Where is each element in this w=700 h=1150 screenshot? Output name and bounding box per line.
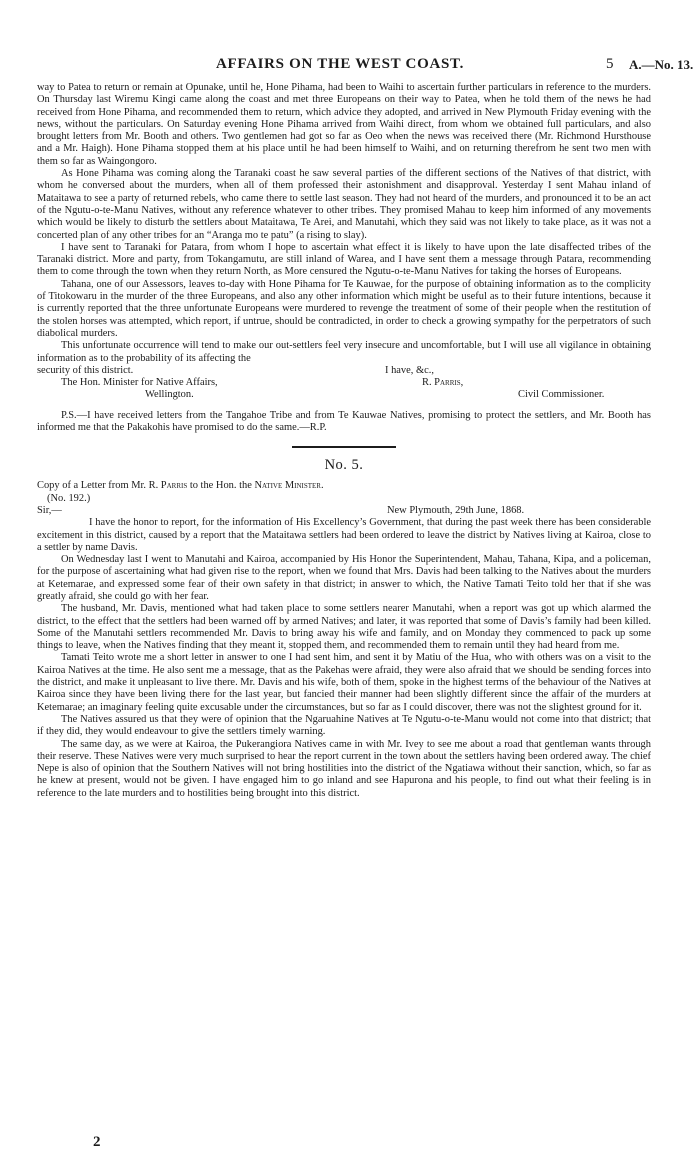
closing-line-left: security of this district. [37,364,134,376]
section-divider [292,446,396,448]
paragraph: The same day, as we were at Kairoa, the Pukerangiora Natives came in with Mr. Ivey to see me about a road that gentleman wants through their reserve. These Natives were very much surprised to hear the report current in the town about the settlers having been ordered away. The chief Nepe is also of opinion that the Southern Natives will not bring hostilities into the district of the Ngatiawa without their sanction, which, so far as he knew at present, would not be given. I have engaged him to go inland and see Hapurona and his people, to find out what their feeling is in reference to the late murders and to hostilities being brought into this district. [37,738,651,799]
paragraph: The Natives assured us that they were of opinion that the Ngaruahine Natives at Te Ngutu-o-te-Manu would not come into that district; that if they did, they would endeavour to give the settlers timely warning. [37,713,651,738]
letter-5 [37,456,651,800]
signature-row [37,377,651,389]
document-number-heading: No. 5. [324,457,364,474]
paragraph: way to Patea to return or remain at Opunake, until he, Hone Pihama, had been to Waihi to ascertain further particulars in reference to the murders. On Thursday last Wiremu Kingi came along the coast and met three Europeans on their way to Patea, when he told them of the news he had received from Hone Pihama, and recommended them to return, which advice they adopted, and arrived in New Plymouth Friday evening with the news, without the particulars. On Saturday evening Hone Pihama arrived from Waihi direct, from whom we obtained full particulars, and also brought letters from Mr. Booth and others. Two gentlemen had got so far as Oeo when the news was received there (Mr. Richmond Hursthouse and a Mr. Haigh). Hone Pihama stopped them at his place until he had been himself to Waihi, and on returning therefrom he sent two men with them so far as Waingongoro. [37,82,651,167]
running-title: AFFAIRS ON THE WEST COAST. [215,56,465,72]
paper-reference: A.—No. 13. [629,57,694,72]
paragraph: This unfortunate occurrence will tend to make our out-settlers feel very insecure and uncomfortable, but I will use all vigilance in obtaining information as to the probability of its affecting the [37,340,651,364]
salutation-row [37,505,651,517]
copy-sender: R. Parris [148,480,188,492]
paragraph: Tahana, one of our Assessors, leaves to-day with Hone Pihama for Te Kauwae, for the purpose of obtaining information as to the complicity of Titokowaru in the murder of the three Europeans, and also any other information which might be useful as to their future intentions, because it is currently reported that the three unfortunate Europeans were murdered to revenge the treatment of some of their people when the restitution of the stolen horses was attempted, which report, if untrue, should be contradicted, in order to check a growing sympathy for the perpetrators of such diabolical murders. [37,278,651,339]
paragraph: As Hone Pihama was coming along the Taranaki coast he saw several parties of the different sections of the Natives of that district, with whom he conversed about the murders, when all of them professed their astonishment and disapproval. Yesterday I sent Mahau inland of Mataitawa to see a party of returned rebels, who came there to settle last season. They had not heard of the murders, and pronounced it to be an act of the Ngutu-o-te-Manu Natives, without any reference whatever to other tribes. They promised Mahau to keep him informed of any movements which would be likely to disturb the settlers about Mataitawa, Te Arei, and Manutahi, which they said was not likely to take place, as it was not a concerted plan of any other tribes for an “Aranga mo te patu” (a rising to slay). [37,168,651,241]
postscript: P.S.—I have received letters from the Tangahoe Tribe and from Te Kauwae Natives, promising to protect the settlers, and Mr. Booth has informed me that the Pakakohis have promised to do the same.—R.P. [37,409,651,434]
signatory-title: Civil Commissioner. [518,389,605,401]
copy-middle: to the Hon. the [187,480,255,492]
page-header [0,56,700,78]
paragraph: The husband, Mr. Davis, mentioned what had taken place to some settlers nearer Manutahi, when a report was got up which alarmed the district, to the effect that the settlers had been warned off by armed Natives; and later, it was reported that some of Davis’s family had been killed. Some of the Manutahi settlers recommended Mr. Davis to bring away his wife and family, and on Monday they commenced to pack up some things to leave, when the Natives finding that they meant it, stopped them, and recommended them to remain until they had heard from me. [37,603,651,652]
paragraph: On Wednesday last I went to Manutahi and Kairoa, accompanied by His Honor the Superintendent, Mahau, Tahana, Kipa, and a policeman, for the purpose of ascertaining what had given rise to the report, when we found that Mrs. Davis had been talking to the Natives about the murders at Ketemarae, and expressed some fear of their own safety in that district; in answer to which, the Native Tamati Teito told her that if she was greatly afraid, she could go with her fear. [37,554,651,602]
copy-recipient: Native Minister. [254,480,324,492]
paragraph: I have the honor to report, for the information of His Excellency’s Government, that during the past week there has been considerable excitement in this district, caused by a report that the Mataitawa settlers had been ordered to leave the district by Natives living at Kairoa, close to a settler by name Davis. [37,517,651,553]
paragraph: Tamati Teito wrote me a short letter in answer to one I had sent him, and sent it by Matiu of the Hua, who with others was on a visit to the Kairoa Natives at the time. He also sent me a message, that as the Pakehas were afraid, they were also afraid that we should be sending forces into the district, and make it unpleasant to live there. Mr. Davis and his wife, both of them, spoke in the highest terms of the behaviour of the Natives at Kairoa since they have been living there for the last year, but fancied their manner had been slightly different since the affair of the murders at Ketemarae; an imaginary feeling quite excusable under the circumstances, but so far as I could discover, there was not the slightest ground for it. [37,652,651,713]
place-date: New Plymouth, 29th June, 1868. [387,504,525,516]
addressee-place: Wellington. [145,389,194,401]
signature-row-2 [37,389,651,401]
letter-4-continuation [37,82,651,434]
closing-formula: I have, &c., [385,364,434,376]
paragraph: I have sent to Taranaki for Patara, from whom I hope to ascertain what effect it is likely to have upon the late disaffected tribes of the Taranaki district. More and party, from Tokangamutu, are still inland of Warea, and I have sent them a message through Patara, recommending them to come through the town when they return North, as More censured the Ngutu-o-te-Manu Natives for taking the horses of Europeans. [37,241,651,278]
page-number: 5 [606,56,614,72]
addressee: The Hon. Minister for Native Affairs, [61,377,218,389]
salutation: Sir,— [37,504,62,516]
document-body [37,82,651,800]
signatory-name: R. Parris, [422,377,464,389]
signature-mark: 2 [93,1134,101,1150]
copy-prefix: Copy of a Letter from Mr. [37,480,149,492]
copy-description [37,480,651,492]
closing-row [37,365,651,377]
letter-number: (No. 192.) [47,492,91,504]
